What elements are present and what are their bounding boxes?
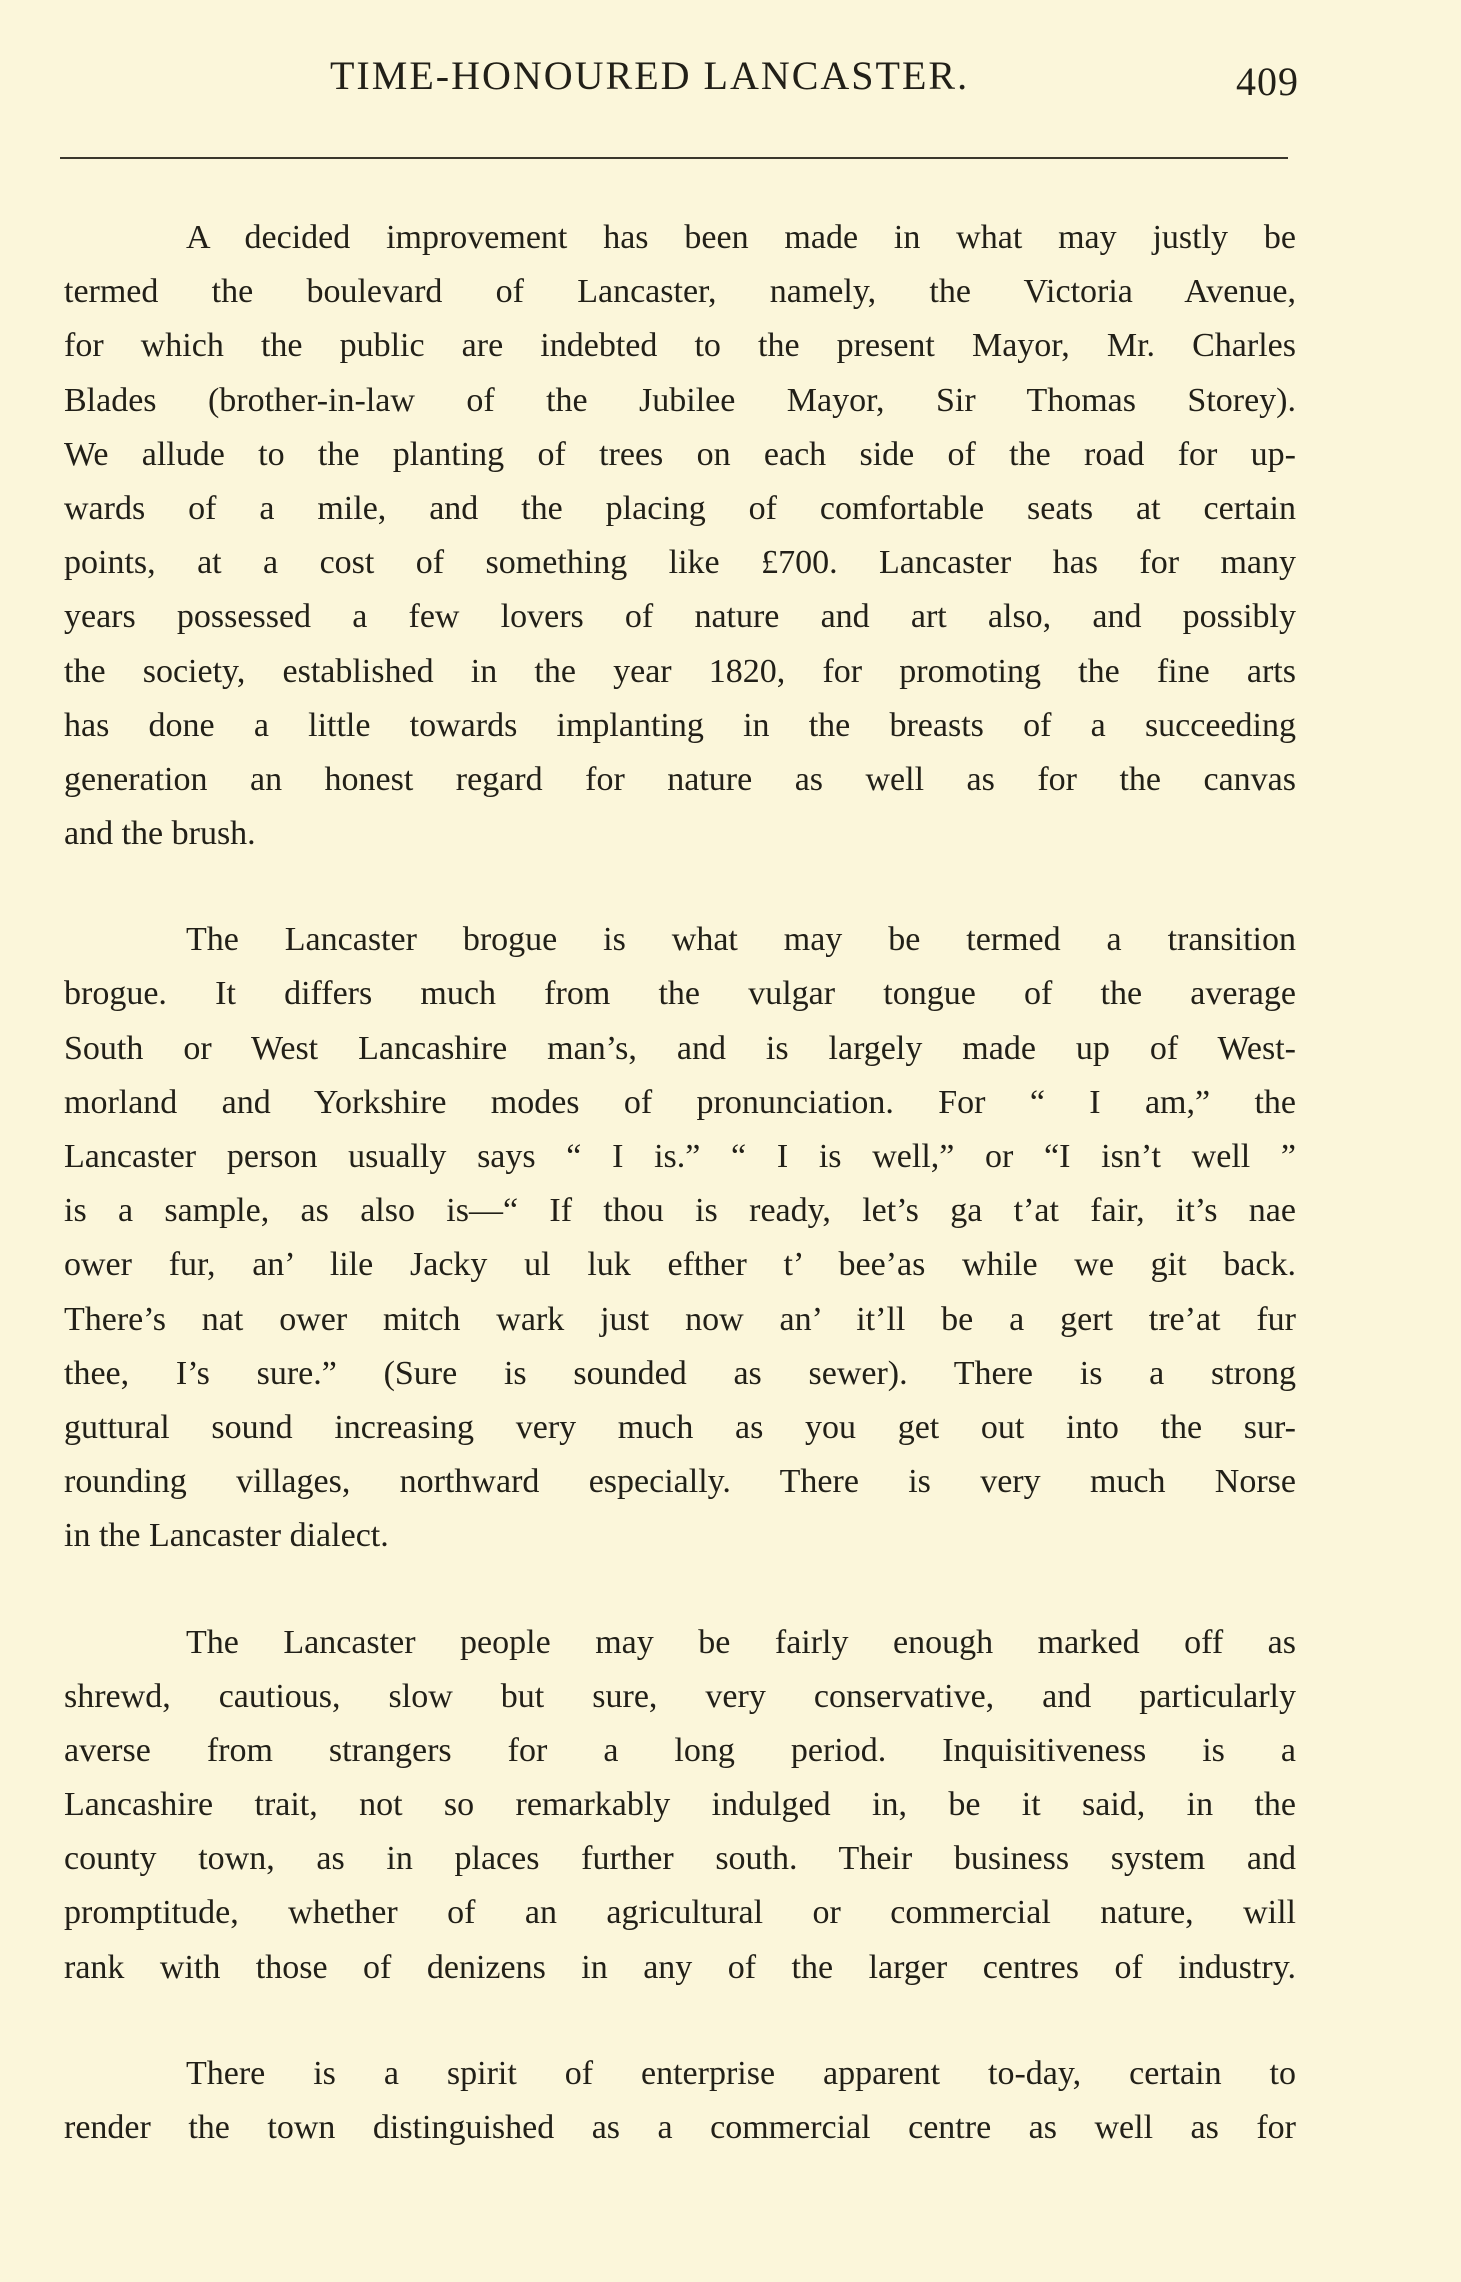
text-line: There’s nat ower mitch wark just now an’ it’ll be a gert tre’at fur xyxy=(64,1300,1296,1338)
text-line: averse from strangers for a long period. Inquisitiveness is a xyxy=(64,1731,1296,1769)
text-line: years possessed a few lovers of nature and art also, and possibly xyxy=(64,598,1296,636)
text-line: rounding villages, northward especially. There is very much Norse xyxy=(64,1463,1296,1501)
paragraph-lancaster-brogue xyxy=(64,913,1296,1563)
text-line: has done a little towards implanting in the breasts of a succeeding xyxy=(64,706,1296,744)
text-line: rank with those of denizens in any of the larger centres of industry. xyxy=(64,1948,1296,1986)
text-line: thee, I’s sure.” (Sure is sounded as sewer). There is a strong xyxy=(64,1354,1296,1392)
text-line: render the town distinguished as a commercial centre as well as for xyxy=(64,2109,1296,2146)
body-text xyxy=(64,211,1296,2155)
text-line: termed the boulevard of Lancaster, namely, the Victoria Avenue, xyxy=(64,273,1296,311)
text-line: wards of a mile, and the placing of comfortable seats at certain xyxy=(64,489,1296,527)
text-line: guttural sound increasing very much as you get out into the sur- xyxy=(64,1408,1296,1446)
text-line: morland and Yorkshire modes of pronunciation. For “ I am,” the xyxy=(64,1083,1296,1121)
text-line: South or West Lancashire man’s, and is largely made up of West- xyxy=(64,1029,1296,1067)
text-line: There is a spirit of enterprise apparent to-day, certain to xyxy=(186,2054,1296,2092)
text-line: and the brush. xyxy=(64,815,256,853)
running-title: TIME-HONOURED LANCASTER. xyxy=(330,53,970,98)
text-line: promptitude, whether of an agricultural or commercial nature, will xyxy=(64,1894,1296,1932)
text-line: shrewd, cautious, slow but sure, very conservative, and particularly xyxy=(64,1677,1296,1715)
text-line: for which the public are indebted to the present Mayor, Mr. Charles xyxy=(64,327,1296,365)
text-line: ower fur, an’ lile Jacky ul luk efther t’ bee’as while we git back. xyxy=(64,1246,1296,1284)
text-line: Lancaster person usually says “ I is.” “ I is well,” or “I isn’t well ” xyxy=(64,1138,1296,1175)
paragraph-gap xyxy=(64,1995,1296,2047)
paragraph-gap xyxy=(64,861,1296,913)
text-line: We allude to the planting of trees on each side of the road for up- xyxy=(64,435,1296,473)
paragraph-victoria-avenue xyxy=(64,211,1296,861)
header-rule xyxy=(60,157,1288,159)
text-line: Blades (brother-in-law of the Jubilee Mayor, Sir Thomas Storey). xyxy=(64,381,1296,419)
text-line: The Lancaster brogue is what may be termed a transition xyxy=(186,921,1296,959)
text-line: points, at a cost of something like £700. Lancaster has for many xyxy=(64,544,1296,582)
paragraph-spirit-of-enterprise xyxy=(64,2047,1296,2155)
text-line: county town, as in places further south. Their business system and xyxy=(64,1840,1296,1878)
text-line: Lancashire trait, not so remarkably indulged in, be it said, in the xyxy=(64,1786,1296,1824)
running-head xyxy=(60,52,1300,112)
paragraph-lancaster-people xyxy=(64,1616,1296,1995)
text-line: in the Lancaster dialect. xyxy=(64,1517,389,1555)
text-line: A decided improvement has been made in what may justly be xyxy=(186,219,1296,256)
text-line: The Lancaster people may be fairly enough marked off as xyxy=(186,1623,1296,1661)
text-line: brogue. It differs much from the vulgar tongue of the average xyxy=(64,975,1296,1013)
text-line: is a sample, as also is—“ If thou is ready, let’s ga t’at fair, it’s nae xyxy=(64,1192,1296,1230)
text-line: generation an honest regard for nature as well as for the canvas xyxy=(64,760,1296,798)
text-line: the society, established in the year 1820, for promoting the fine arts xyxy=(64,652,1296,690)
page-number: 409 xyxy=(1236,59,1299,104)
paragraph-gap xyxy=(64,1564,1296,1616)
